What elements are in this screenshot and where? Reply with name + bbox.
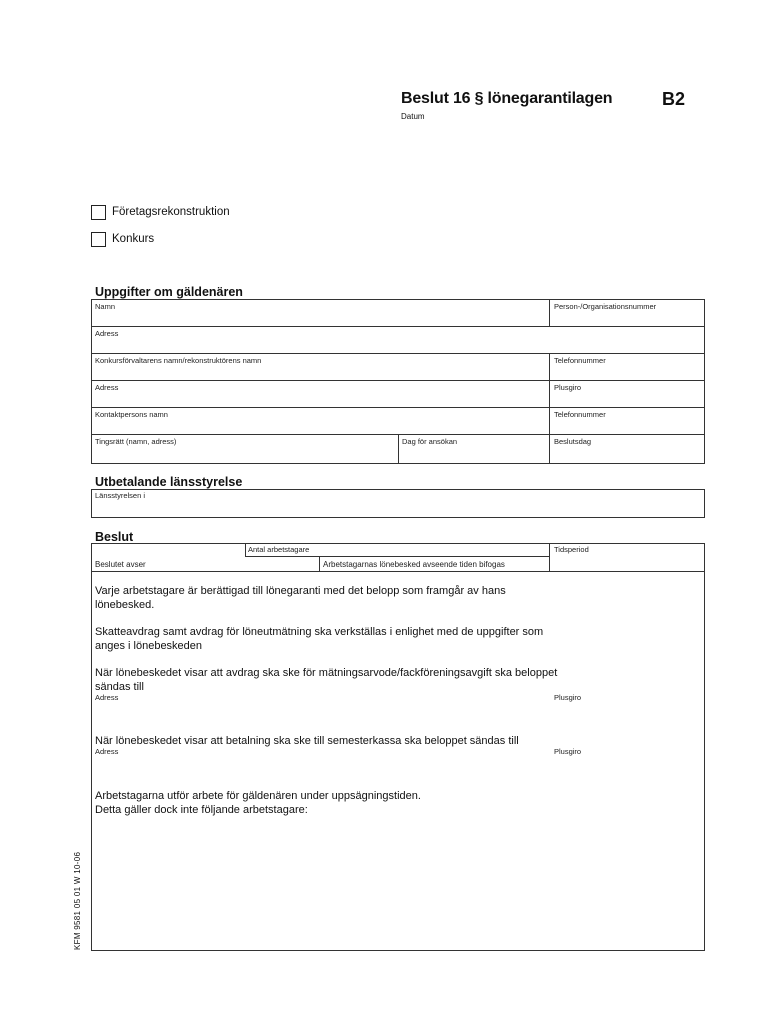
row-divider	[91, 326, 705, 327]
address-field[interactable]: Adress	[95, 329, 119, 338]
period-field[interactable]: Tidsperiod	[554, 545, 589, 554]
datum-label: Datum	[401, 112, 425, 121]
administrator-name-field[interactable]: Konkursförvaltarens namn/rekonstruktörens namn	[95, 356, 262, 365]
paragraph-fee-deduction: När lönebeskedet visar att avdrag ska ske för mätningsarvode/fackföreningsavgift ska beloppet sändas till	[95, 667, 558, 693]
form-title: Beslut 16 § lönegarantilagen	[401, 90, 613, 107]
fee-address-field[interactable]: Adress	[95, 693, 119, 702]
pay-statements-field[interactable]: Arbetstagarnas lönebesked avseende tiden bifogas	[323, 560, 505, 569]
paragraph-tax-deduction: Skatteavdrag samt avdrag för löneutmätning ska verkställas i enlighet med de uppgifter som anges i lönebeskeden	[95, 626, 544, 652]
option-label: Företagsrekonstruktion	[112, 206, 230, 218]
paragraph-notice-period: Arbetstagarna utför arbete för gäldenären under uppsägningstiden. Detta gäller dock inte följande arbetstagare:	[95, 790, 421, 816]
col-divider	[549, 543, 550, 571]
debtor-section-title: Uppgifter om gäldenären	[95, 285, 243, 299]
concerns-field[interactable]: Beslutet avser	[95, 560, 146, 569]
row-divider	[91, 571, 705, 572]
decision-section-title: Beslut	[95, 530, 134, 544]
org-number-field[interactable]: Person-/Organisationsnummer	[554, 302, 657, 311]
option-konkurs[interactable]	[91, 231, 154, 247]
num-employees-field[interactable]: Antal arbetstagare	[248, 545, 310, 554]
option-foretagsrekonstruktion[interactable]	[91, 204, 230, 220]
paragraph-entitlement: Varje arbetstagare är berättigad till lönegaranti med det belopp som framgår av hans lönebesked.	[95, 585, 506, 611]
plusgiro-field[interactable]: Plusgiro	[554, 383, 582, 392]
application-date-field[interactable]: Dag för ansökan	[402, 437, 458, 446]
form-code-vertical: KFM 9581 05 01 W 10-06	[73, 851, 82, 950]
contact-phone-field[interactable]: Telefonnummer	[554, 410, 606, 419]
col-divider	[549, 353, 550, 464]
col-divider	[319, 556, 320, 571]
paragraph-holiday-fund: När lönebeskedet visar att betalning ska ske till semesterkassa ska beloppet sändas till	[95, 735, 519, 747]
county-box	[91, 489, 705, 518]
row-divider	[91, 353, 705, 354]
row-divider	[245, 556, 549, 557]
row-divider	[91, 407, 705, 408]
decision-date-field[interactable]: Beslutsdag	[554, 437, 592, 446]
county-section-title: Utbetalande länsstyrelse	[95, 475, 243, 489]
name-field[interactable]: Namn	[95, 302, 116, 311]
form-code-b2: B2	[662, 89, 686, 109]
holiday-plusgiro-field[interactable]: Plusgiro	[554, 747, 582, 756]
col-divider	[398, 434, 399, 464]
option-label: Konkurs	[112, 233, 155, 245]
row-divider	[91, 380, 705, 381]
checkbox-foretagsrekonstruktion[interactable]	[91, 205, 106, 220]
col-divider	[245, 543, 246, 557]
holiday-address-field[interactable]: Adress	[95, 747, 119, 756]
contact-name-field[interactable]: Kontaktpersons namn	[95, 410, 168, 419]
checkbox-konkurs[interactable]	[91, 232, 106, 247]
administrator-address-field[interactable]: Adress	[95, 383, 119, 392]
fee-plusgiro-field[interactable]: Plusgiro	[554, 693, 582, 702]
county-field[interactable]: Länsstyrelsen i	[95, 491, 146, 500]
col-divider	[549, 299, 550, 326]
phone-field[interactable]: Telefonnummer	[554, 356, 606, 365]
court-field[interactable]: Tingsrätt (namn, adress)	[95, 437, 177, 446]
